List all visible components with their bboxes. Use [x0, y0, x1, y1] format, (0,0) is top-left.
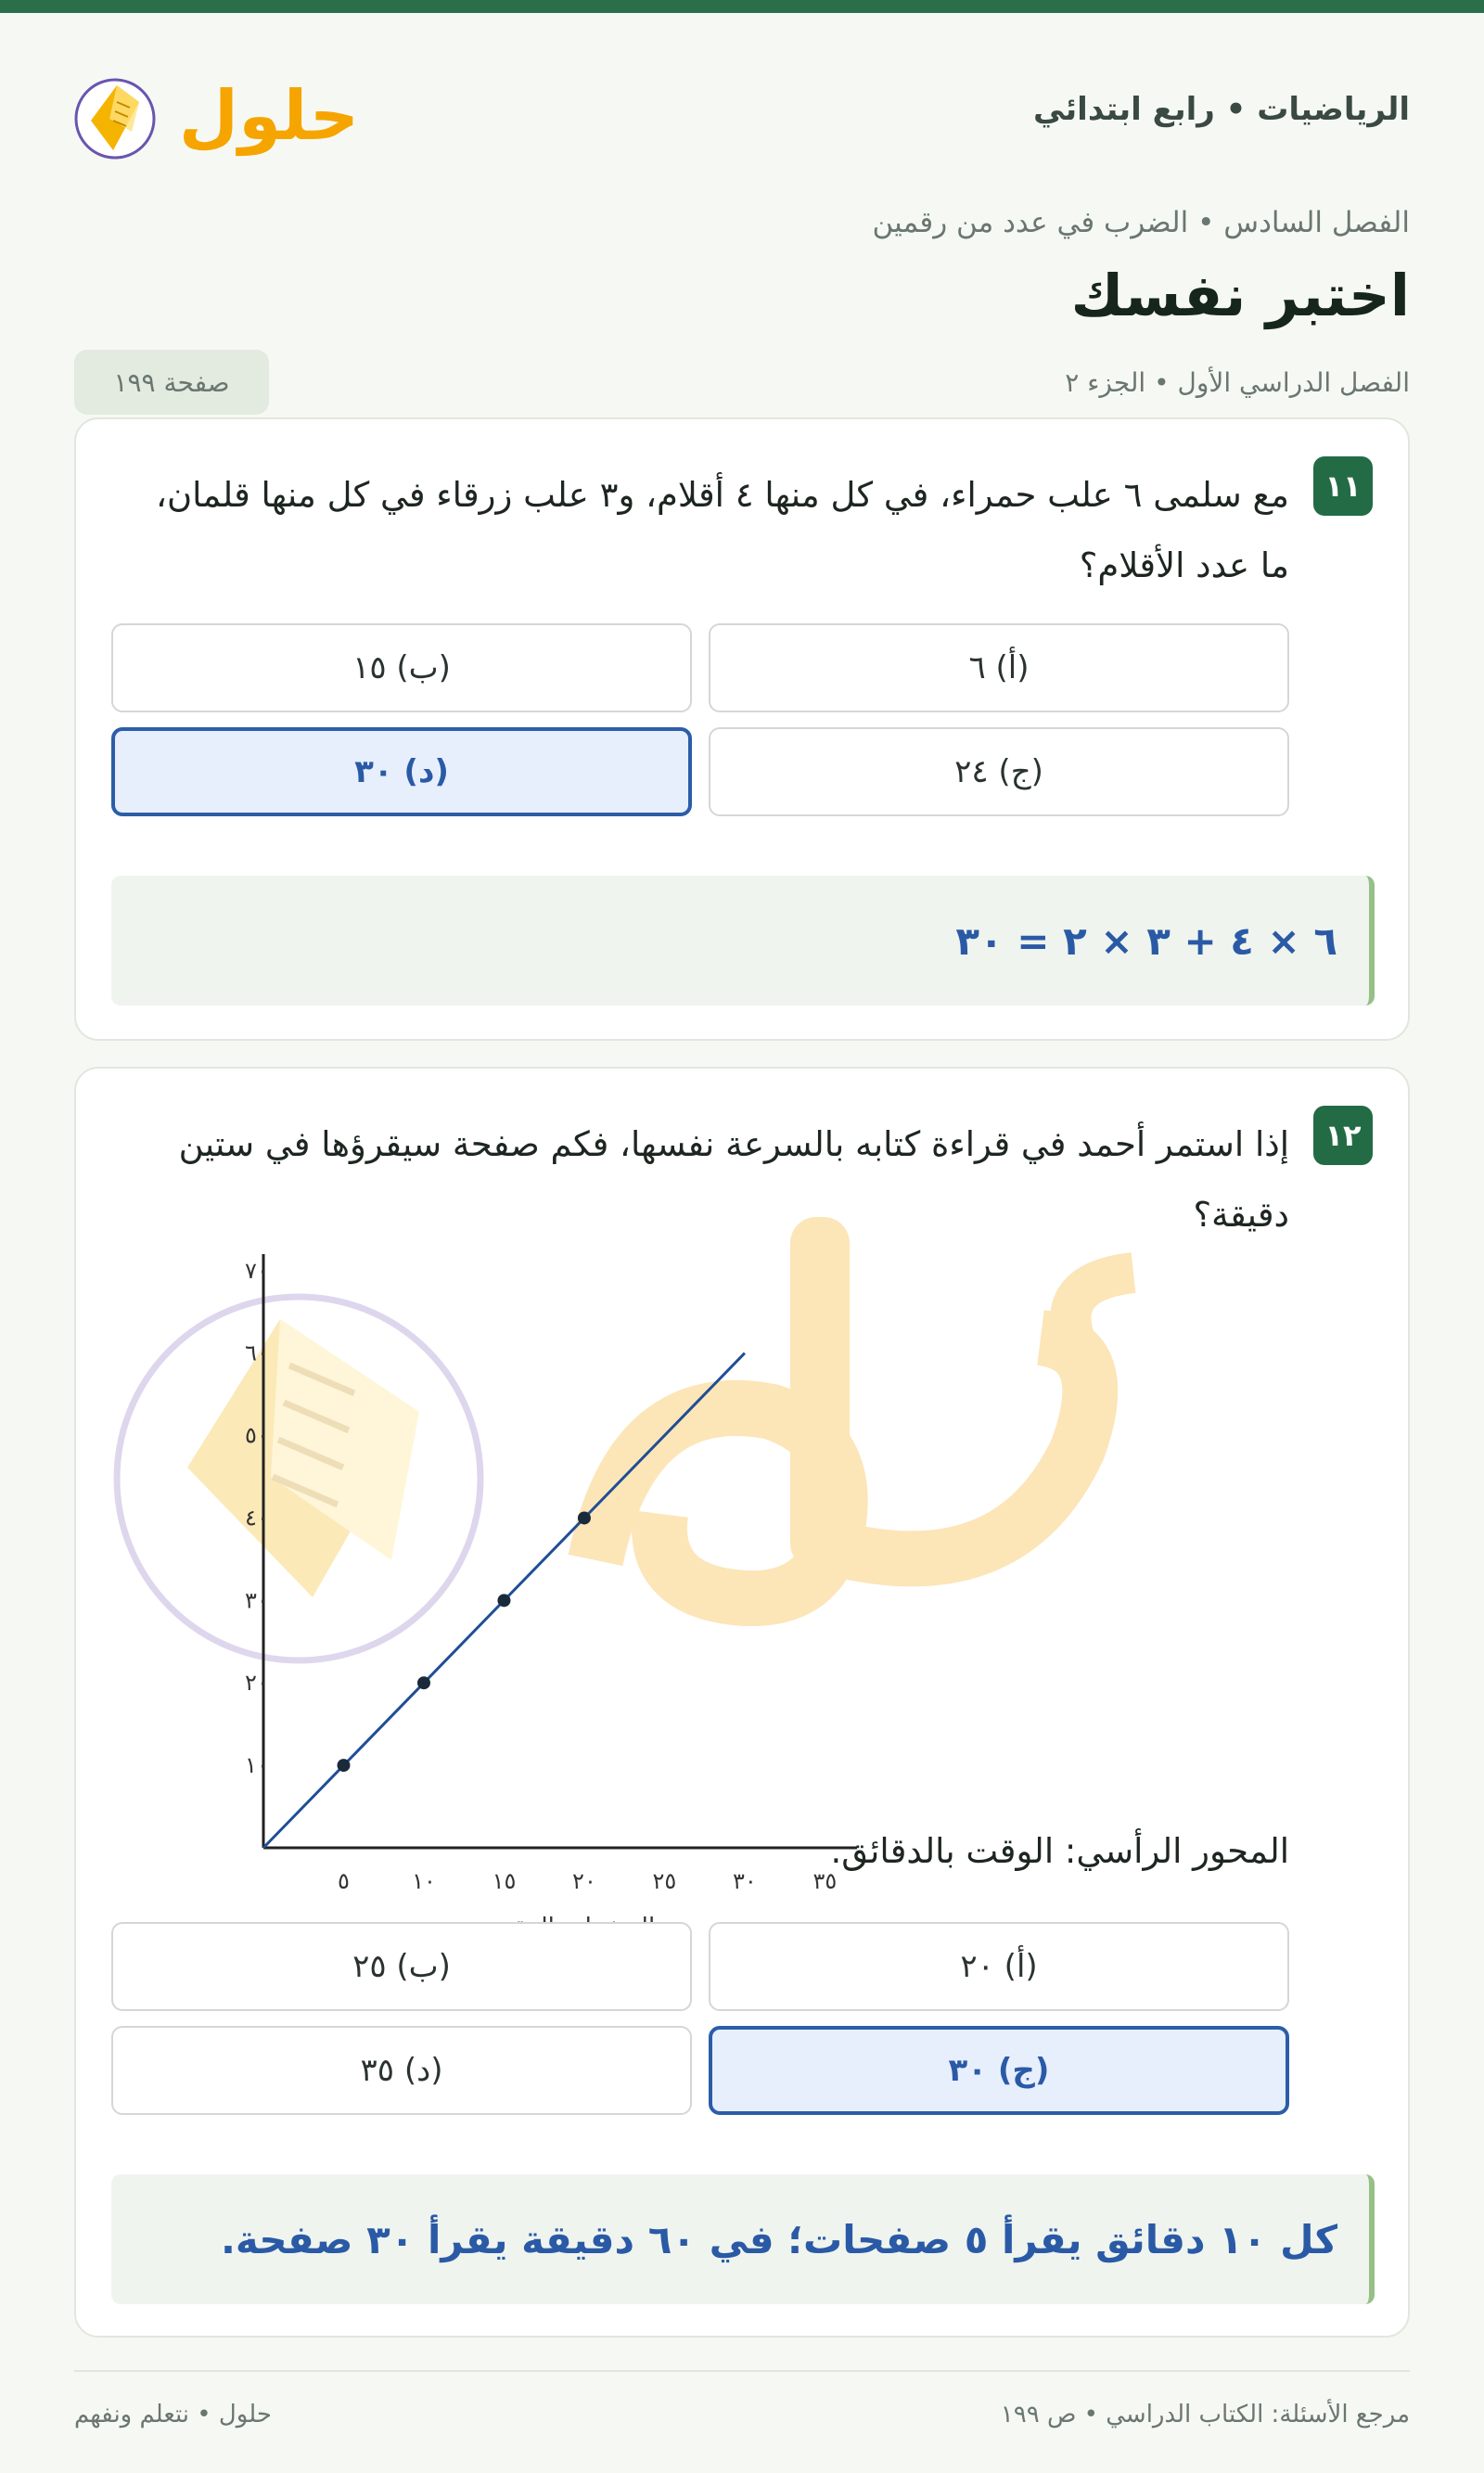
x-tick-label: ١٥: [492, 1868, 517, 1894]
axis-note: المحور الرأسي: الوقت بالدقائق.: [830, 1831, 1289, 1871]
footer-divider: [74, 2370, 1410, 2372]
page-number-badge: صفحة ١٩٩: [74, 350, 269, 415]
option-a[interactable]: (أ) ٦: [709, 623, 1289, 712]
option-a[interactable]: (أ) ٢٠: [709, 1922, 1289, 2011]
x-tick-label: ٣٠: [733, 1868, 757, 1894]
y-tick-label: ٣٠: [245, 1587, 269, 1614]
option-d-selected[interactable]: (د) ٣٠: [111, 727, 692, 816]
question-text: إذا استمر أحمد في قراءة كتابه بالسرعة نفسها، فكم صفحة سيقرؤها في ستين دقيقة؟: [178, 1124, 1289, 1235]
option-d[interactable]: (د) ٣٥: [111, 2026, 692, 2115]
top-accent-bar: [0, 0, 1484, 13]
y-tick-label: ٤٠: [245, 1505, 269, 1531]
y-tick-label: ٢٠: [245, 1670, 269, 1697]
data-point: [337, 1759, 350, 1772]
footer-reference: مرجع الأسئلة: الكتاب الدراسي • ص ١٩٩: [1000, 2401, 1410, 2428]
x-tick-label: ٢٠: [572, 1868, 596, 1894]
y-tick-label: ١٠: [245, 1752, 269, 1779]
page-title: اختبر نفسك: [1070, 262, 1410, 329]
chart-area: [113, 1254, 1412, 1996]
hulul-logo[interactable]: [74, 65, 360, 167]
question-text: مع سلمى ٦ علب حمراء، في كل منها ٤ أقلام، و٣ علب زرقاء في كل منها قلمان، ما عدد الأقلام؟: [156, 475, 1289, 585]
y-tick-label: ٦٠: [245, 1339, 269, 1366]
option-b[interactable]: (ب) ٢٥: [111, 1922, 692, 2011]
data-point: [417, 1676, 430, 1689]
breadcrumb: الفصل السادس • الضرب في عدد من رقمين: [872, 206, 1410, 239]
question-number-badge: ١٢: [1313, 1106, 1373, 1165]
option-c[interactable]: (ج) ٢٤: [709, 727, 1289, 816]
question-card-11: [74, 417, 1410, 1041]
footer-tagline: حلول • نتعلم ونفهم: [74, 2401, 272, 2428]
y-tick-label: ٧٠: [245, 1257, 269, 1284]
data-point: [578, 1511, 591, 1524]
x-tick-label: ٢٥: [652, 1868, 677, 1894]
question-card-12: [74, 1067, 1410, 2338]
question-number-badge: ١١: [1313, 456, 1373, 516]
x-tick-label: ٥: [338, 1868, 350, 1894]
x-tick-label: ١٠: [412, 1868, 436, 1894]
answer-explanation: ٦ × ٤ + ٣ × ٢ = ٣٠: [111, 876, 1375, 1006]
option-c-selected[interactable]: (ج) ٣٠: [709, 2026, 1289, 2115]
semester-meta: الفصل الدراسي الأول • الجزء ٢: [1065, 367, 1410, 398]
answer-explanation: كل ١٠ دقائق يقرأ ٥ صفحات؛ في ٦٠ دقيقة يقرأ ٣٠ صفحة.: [111, 2174, 1375, 2304]
line-chart: [113, 1254, 1412, 1996]
option-b[interactable]: (ب) ١٥: [111, 623, 692, 712]
data-point: [497, 1594, 510, 1607]
logo-wordmark: حلول: [178, 76, 360, 156]
subject-title: الرياضيات • رابع ابتدائي: [1033, 91, 1410, 128]
x-tick-label: ٣٥: [812, 1868, 838, 1894]
y-tick-label: ٥٠: [245, 1422, 269, 1449]
